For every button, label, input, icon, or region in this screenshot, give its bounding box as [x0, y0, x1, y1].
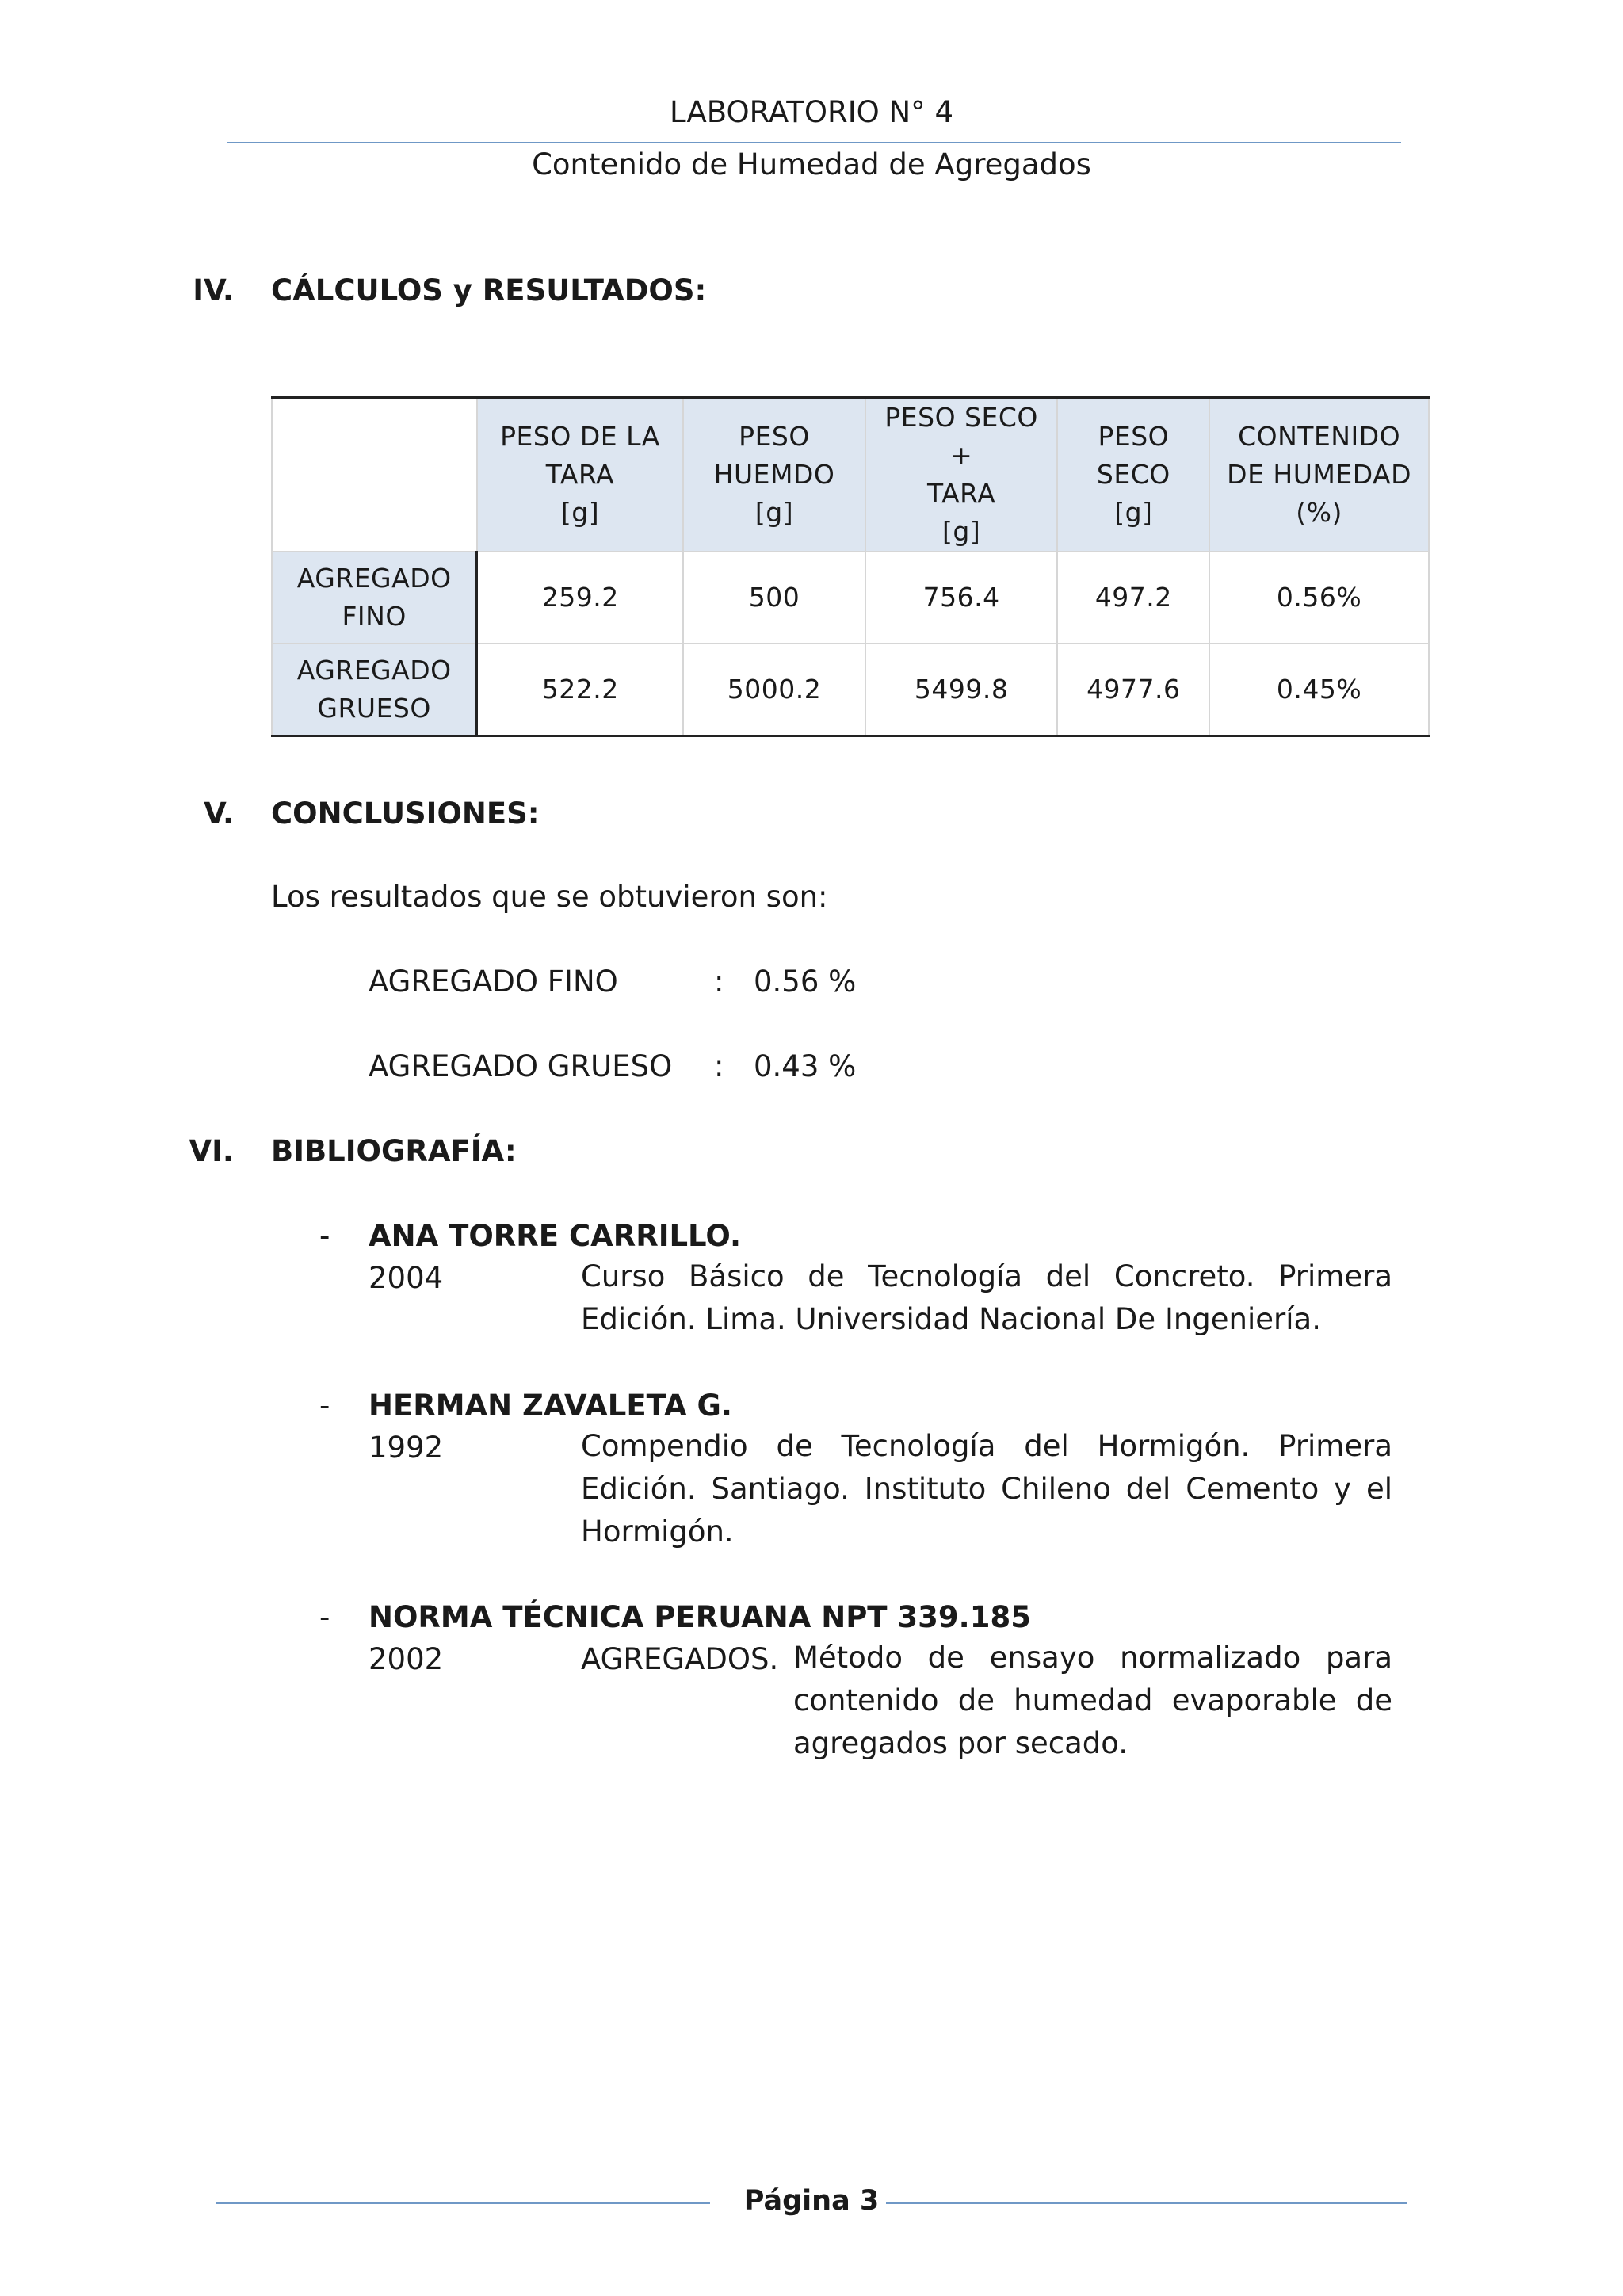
section-title-conclusions: CONCLUSIONES:: [271, 797, 540, 831]
reference-bullet: -: [319, 1219, 330, 1253]
column-header-dry-plus-tare: PESO SECO + TARA [g]: [865, 398, 1058, 552]
table-cell: 4977.6: [1057, 644, 1209, 736]
header-divider: [227, 142, 1401, 143]
reference-author: ANA TORRE CARRILLO.: [369, 1219, 742, 1253]
reference-year: 2002: [369, 1642, 444, 1676]
reference-text: Compendio de Tecnología del Hormigón. Primera Edición. Santiago. Instituto Chileno del Cemento y el Hormigón.: [581, 1429, 1392, 1549]
header-subtitle: Contenido de Humedad de Agregados: [532, 147, 1091, 181]
reference-author: NORMA TÉCNICA PERUANA NPT 339.185: [369, 1600, 1031, 1634]
reference-author: HERMAN ZAVALETA G.: [369, 1389, 732, 1423]
reference-year: 2004: [369, 1261, 444, 1295]
section-number-bibliography: VI.: [189, 1134, 234, 1168]
table-cell: 497.2: [1057, 552, 1209, 644]
header-title: LABORATORIO N° 4: [670, 95, 953, 129]
table-cell: 0.45%: [1209, 644, 1429, 736]
result-separator: :: [714, 1049, 724, 1083]
row-header-coarse-aggregate: AGREGADO GRUESO: [272, 644, 477, 736]
table-corner-cell: [272, 398, 477, 552]
result-label-coarse: AGREGADO GRUESO: [369, 1049, 673, 1083]
table-row: [272, 552, 1429, 644]
section-title-bibliography: BIBLIOGRAFÍA:: [271, 1134, 517, 1168]
result-label-fine: AGREGADO FINO: [369, 965, 618, 999]
table-cell: 522.2: [477, 644, 683, 736]
table-row: [272, 644, 1429, 736]
reference-lead: AGREGADOS.: [581, 1642, 779, 1676]
table-cell: 5499.8: [865, 644, 1058, 736]
table-cell: 0.56%: [1209, 552, 1429, 644]
conclusions-intro: Los resultados que se obtuvieron son:: [271, 880, 828, 914]
row-header-fine-aggregate: AGREGADO FINO: [272, 552, 477, 644]
table-cell: 500: [683, 552, 865, 644]
section-number-conclusions: V.: [204, 797, 234, 831]
column-header-moisture-content: CONTENIDO DE HUMEDAD (%): [1209, 398, 1429, 552]
table-cell: 5000.2: [683, 644, 865, 736]
result-value-coarse: 0.43 %: [754, 1049, 857, 1083]
column-header-tare-weight: PESO DE LA TARA [g]: [477, 398, 683, 552]
section-number-calc: IV.: [193, 273, 234, 308]
table-cell: 259.2: [477, 552, 683, 644]
column-header-dry-weight: PESO SECO [g]: [1057, 398, 1209, 552]
result-value-fine: 0.56 %: [754, 965, 857, 999]
table-cell: 756.4: [865, 552, 1058, 644]
reference-text: Curso Básico de Tecnología del Concreto. Primera Edición. Lima. Universidad Nacional De Ingeniería.: [581, 1259, 1392, 1336]
table-header-row: [272, 398, 1429, 552]
result-separator: :: [714, 965, 724, 999]
results-table: [271, 396, 1430, 737]
page-number: Página 3: [743, 2185, 880, 2217]
reference-year: 1992: [369, 1431, 444, 1465]
column-header-wet-weight: PESO HUEMDO [g]: [683, 398, 865, 552]
section-title-calc: CÁLCULOS y RESULTADOS:: [271, 273, 707, 308]
reference-bullet: -: [319, 1389, 330, 1423]
reference-bullet: -: [319, 1600, 330, 1634]
reference-text: Método de ensayo normalizado para contenido de humedad evaporable de agregados por secado.: [793, 1641, 1392, 1760]
